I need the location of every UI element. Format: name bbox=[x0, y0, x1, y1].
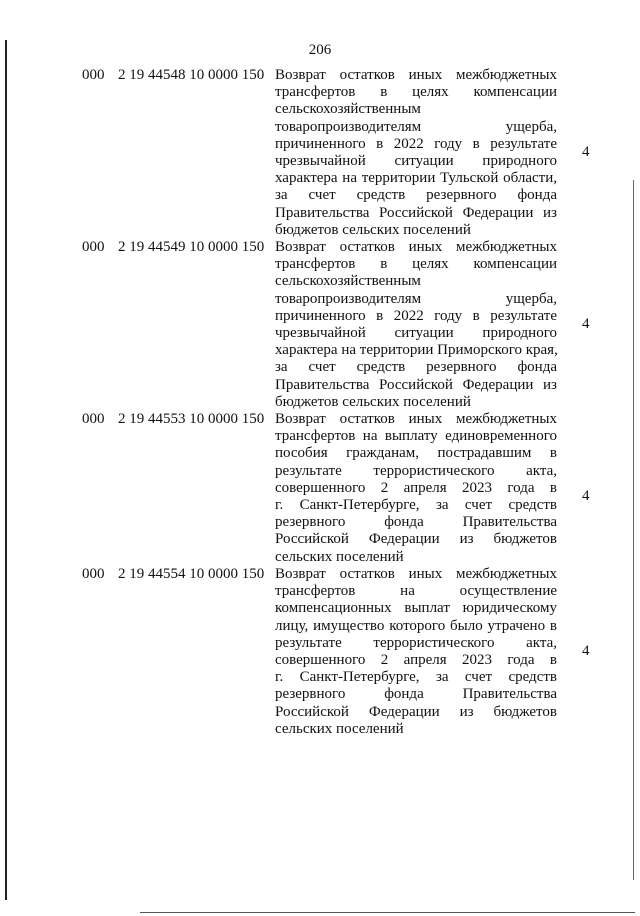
income-name-line: за счет средств резервного фонда bbox=[275, 359, 557, 376]
income-name-line: товаропроизводителям ущерба, bbox=[275, 118, 557, 135]
table-row bbox=[0, 67, 640, 239]
income-name-line: причиненного в 2022 году в результате bbox=[275, 307, 557, 324]
page-number: 206 bbox=[308, 42, 332, 58]
income-name-line: Российской Федерации из бюджетов bbox=[275, 703, 557, 720]
income-name-line: бюджетов сельских поселений bbox=[275, 393, 471, 410]
income-name-line: товаропроизводителям ущерба, bbox=[275, 290, 557, 307]
table-row bbox=[0, 566, 640, 738]
income-name-line: Возврат остатков иных межбюджетных bbox=[275, 411, 557, 428]
table-row bbox=[0, 239, 640, 411]
income-name-line: результате террористического акта, bbox=[275, 462, 557, 479]
income-name-line: сельскохозяйственным bbox=[275, 101, 421, 118]
income-name-line: г. Санкт-Петербурге, за счет средств bbox=[275, 669, 557, 686]
income-name-line: Правительства Российской Федерации из bbox=[275, 204, 557, 221]
income-name-line: трансфертов в целях компенсации bbox=[275, 256, 557, 273]
income-name-line: чрезвычайной ситуации природного bbox=[275, 153, 557, 170]
income-name-line: Возврат остатков иных межбюджетных bbox=[275, 565, 557, 582]
amount-cell: 4 bbox=[582, 488, 590, 505]
budget-code-cell: 2 19 44549 10 0000 150 bbox=[118, 239, 265, 256]
income-name-line: лицу, имущество которого было утрачено в bbox=[275, 617, 557, 634]
budget-code-table bbox=[0, 67, 640, 738]
amount-cell: 4 bbox=[582, 643, 590, 660]
income-name-cell bbox=[275, 67, 557, 239]
amount-cell: 4 bbox=[582, 144, 590, 161]
scan-edge-bottom bbox=[140, 912, 635, 913]
income-name-line: Российской Федерации из бюджетов bbox=[275, 531, 557, 548]
income-name-line: г. Санкт-Петербурге, за счет средств bbox=[275, 497, 557, 514]
income-name-line: трансфертов на осуществление bbox=[275, 583, 557, 600]
income-name-line: трансфертов на выплату единовременного bbox=[275, 428, 557, 445]
income-name-line: результате террористического акта, bbox=[275, 634, 557, 651]
admin-code-cell: 000 bbox=[82, 411, 105, 428]
income-name-line: чрезвычайной ситуации природного bbox=[275, 325, 557, 342]
income-name-line: причиненного в 2022 году в результате bbox=[275, 135, 557, 152]
income-name-line: совершенного 2 апреля 2023 года в bbox=[275, 479, 557, 496]
admin-code-cell: 000 bbox=[82, 239, 105, 256]
income-name-line: компенсационных выплат юридическому bbox=[275, 600, 557, 617]
income-name-cell bbox=[275, 239, 557, 411]
income-name-line: характера на территории Приморского края, bbox=[275, 342, 558, 359]
income-name-line: сельскохозяйственным bbox=[275, 273, 421, 290]
admin-code-cell: 000 bbox=[82, 67, 105, 83]
income-name-line: резервного фонда Правительства bbox=[275, 514, 557, 531]
income-name-cell bbox=[275, 566, 557, 738]
income-name-line: за счет средств резервного фонда bbox=[275, 187, 557, 204]
income-name-line: резервного фонда Правительства bbox=[275, 686, 557, 703]
income-name-line: Возврат остатков иных межбюджетных bbox=[275, 239, 557, 256]
income-name-line: Возврат остатков иных межбюджетных bbox=[275, 67, 557, 83]
income-name-line: сельских поселений bbox=[275, 548, 404, 565]
income-name-line: Правительства Российской Федерации из bbox=[275, 376, 557, 393]
admin-code-cell: 000 bbox=[82, 565, 105, 582]
income-name-line: бюджетов сельских поселений bbox=[275, 221, 471, 238]
budget-code-cell: 2 19 44553 10 0000 150 bbox=[118, 411, 265, 428]
budget-code-cell: 2 19 44554 10 0000 150 bbox=[118, 565, 265, 582]
budget-code-cell: 2 19 44548 10 0000 150 bbox=[118, 67, 265, 83]
table-row bbox=[0, 411, 640, 566]
income-name-line: пособия гражданам, пострадавшим в bbox=[275, 445, 557, 462]
income-name-line: характера на территории Тульской области, bbox=[275, 170, 557, 187]
income-name-line: трансфертов в целях компенсации bbox=[275, 84, 557, 101]
income-name-line: совершенного 2 апреля 2023 года в bbox=[275, 651, 557, 668]
amount-cell: 4 bbox=[582, 316, 590, 333]
income-name-line: сельских поселений bbox=[275, 720, 404, 737]
income-name-cell bbox=[275, 411, 557, 566]
